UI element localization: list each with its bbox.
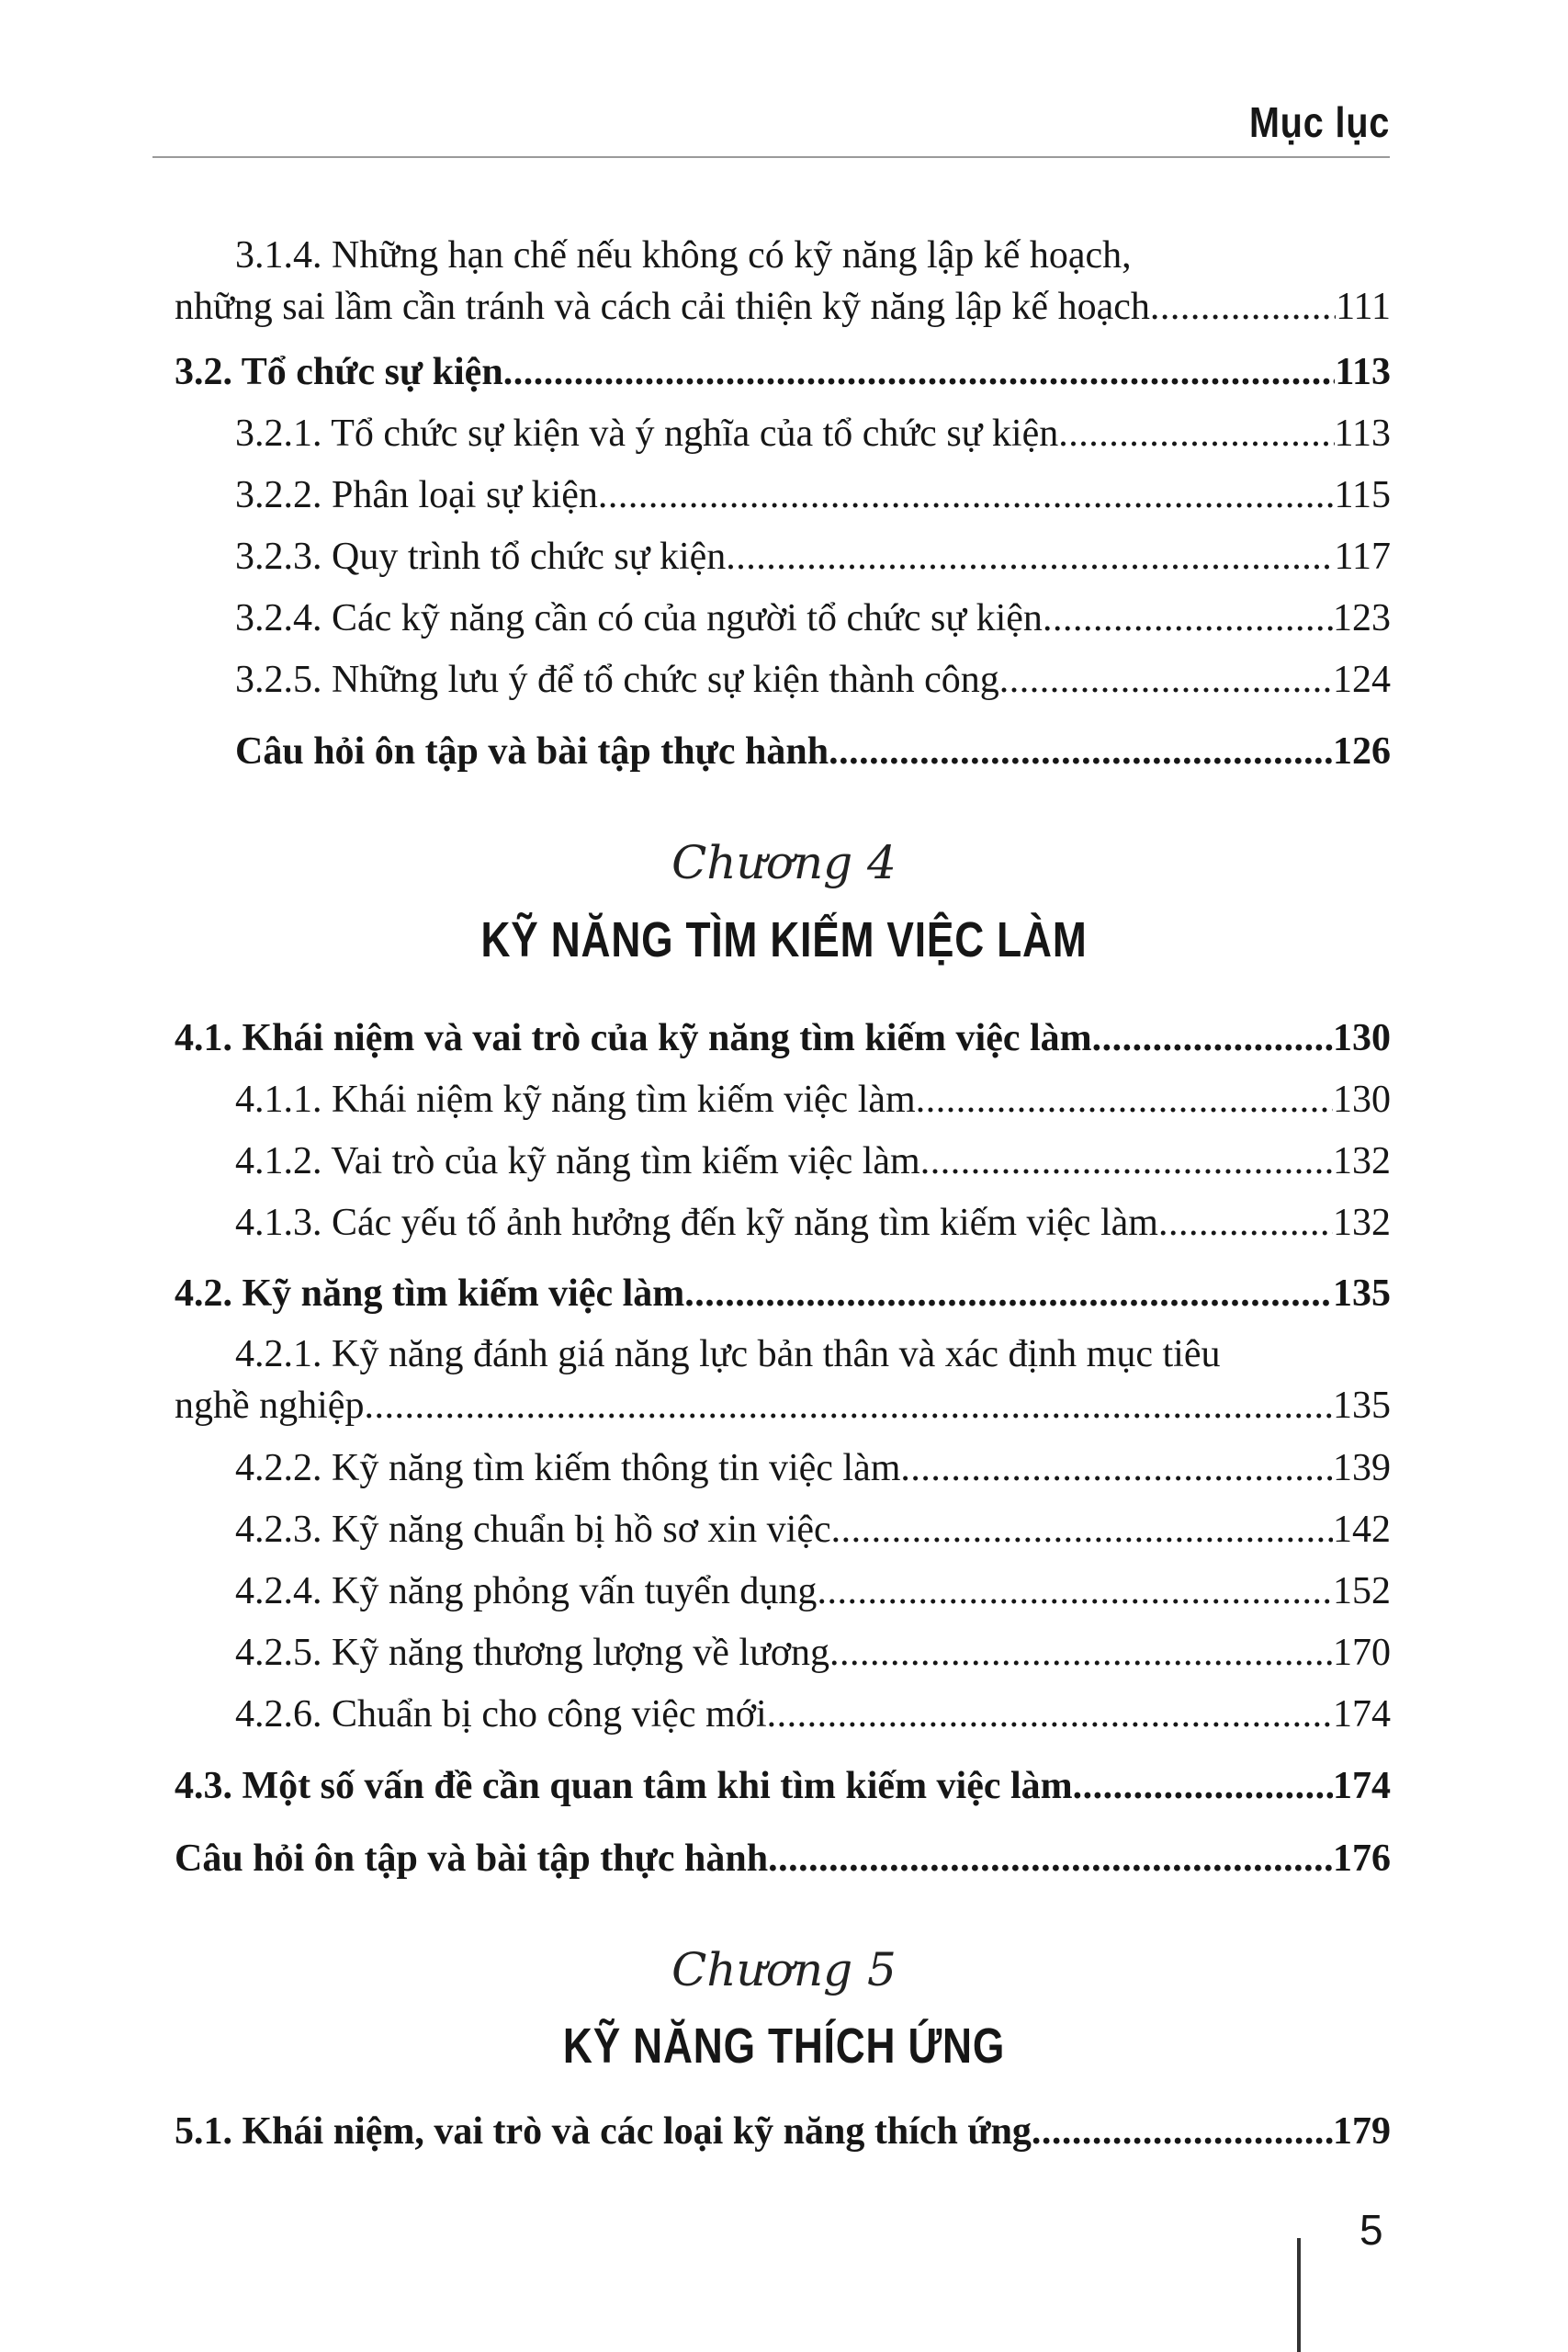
toc-page-number: 152 [1333, 1570, 1391, 1612]
toc-page-number: 135 [1333, 1385, 1391, 1427]
dot-leader [829, 1627, 1333, 1679]
toc-page-number: 113 [1334, 413, 1391, 455]
toc-page-number: 170 [1333, 1632, 1391, 1674]
chapter-4-label: Chương 4 [671, 836, 897, 889]
toc-entry-4-2-5[interactable] [175, 1627, 1391, 1679]
dot-leader [1032, 2106, 1333, 2157]
dot-leader [1058, 408, 1334, 459]
dot-leader [1043, 593, 1333, 644]
toc-entry-5-1[interactable] [175, 2106, 1391, 2157]
toc-page-number: 132 [1333, 1140, 1391, 1182]
toc-entry-title: 4.1.1. Khái niệm kỹ năng tìm kiếm việc làm [235, 1079, 916, 1121]
toc-entry-title: Câu hỏi ôn tập và bài tập thực hành [175, 1838, 769, 1880]
dot-leader [916, 1074, 1333, 1125]
toc-entry-title: 4.1. Khái niệm và vai trò của kỹ năng tìm kiếm việc làm [175, 1017, 1092, 1059]
dot-leader [684, 1268, 1333, 1319]
dot-leader [1158, 1197, 1333, 1249]
toc-page-number: 135 [1333, 1272, 1391, 1315]
dot-leader [920, 1136, 1333, 1187]
toc-page-number: 115 [1334, 474, 1391, 516]
toc-entry-3-2-2[interactable] [175, 469, 1391, 521]
toc-entry-title-line2: những sai lầm cần tránh và cách cải thiện kỹ năng lập kế hoạch [175, 286, 1150, 328]
toc-entry-title: 4.2.2. Kỹ năng tìm kiếm thông tin việc làm [235, 1447, 901, 1489]
dot-leader [726, 531, 1334, 582]
toc-entry-line2 [175, 1380, 1391, 1431]
toc-entry-4-2[interactable] [175, 1268, 1391, 1319]
toc-page-number: 174 [1333, 1765, 1391, 1807]
toc-page-number: 123 [1333, 597, 1391, 639]
footer-divider [1297, 2238, 1301, 2352]
toc-page-number: 117 [1334, 536, 1391, 578]
toc-entry-4-1-1[interactable] [175, 1074, 1391, 1125]
toc-page-number: 126 [1333, 730, 1391, 773]
toc-entry-title: 5.1. Khái niệm, vai trò và các loại kỹ năng thích ứng [175, 2110, 1032, 2153]
toc-page-number: 113 [1335, 351, 1391, 393]
toc-entry-4-2-3[interactable] [175, 1504, 1391, 1555]
toc-entry-line2 [175, 281, 1391, 333]
toc-page-number: 139 [1333, 1447, 1391, 1489]
toc-page-number: 111 [1336, 286, 1391, 328]
toc-entry-4-2-6[interactable] [175, 1689, 1391, 1740]
toc-entry-title: 4.3. Một số vấn đề cần quan tâm khi tìm kiếm việc làm [175, 1765, 1073, 1807]
toc-entry-3-2-5[interactable] [175, 654, 1391, 706]
toc-entry-title: 3.2.2. Phân loại sự kiện [235, 474, 598, 516]
toc-entry-title: 3.2. Tổ chức sự kiện [175, 351, 503, 393]
toc-entry-4-2-1[interactable] [175, 1329, 1391, 1431]
toc-page-number: 142 [1333, 1509, 1391, 1551]
toc-entry-3-1-4[interactable] [175, 230, 1391, 333]
toc-entry-3-2-4[interactable] [175, 593, 1391, 644]
toc-entry-title: 4.2.3. Kỹ năng chuẩn bị hồ sơ xin việc [235, 1509, 831, 1551]
dot-leader [767, 1689, 1333, 1740]
toc-entry-review-4[interactable] [175, 1833, 1391, 1884]
dot-leader [900, 1442, 1333, 1494]
toc-entry-4-3[interactable] [175, 1760, 1391, 1812]
toc-page-number: 130 [1333, 1079, 1391, 1121]
toc-page-number: 176 [1333, 1838, 1391, 1880]
toc-entry-title: 3.2.3. Quy trình tổ chức sự kiện [235, 536, 727, 578]
toc-entry-title: 4.1.3. Các yếu tố ảnh hưởng đến kỹ năng tìm kiếm việc làm [235, 1202, 1158, 1244]
running-header-title: Mục lục [1248, 98, 1390, 146]
toc-entry-title: 3.2.4. Các kỹ năng cần có của người tổ chức sự kiện [235, 597, 1043, 639]
toc-entry-title: 4.2.5. Kỹ năng thương lượng về lương [235, 1632, 830, 1674]
page-number: 5 [1359, 2206, 1383, 2254]
header-divider [152, 156, 1390, 158]
toc-entry-3-2-1[interactable] [175, 408, 1391, 459]
toc-entry-3-2[interactable] [175, 346, 1391, 398]
chapter-5-label: Chương 5 [671, 1943, 897, 1996]
toc-entry-title: Câu hỏi ôn tập và bài tập thực hành [235, 730, 829, 773]
toc-entry-4-2-4[interactable] [175, 1566, 1391, 1617]
dot-leader [817, 1566, 1333, 1617]
toc-page-number: 124 [1333, 659, 1391, 701]
toc-entry-title: 3.2.1. Tổ chức sự kiện và ý nghĩa của tổ chức sự kiện [235, 413, 1059, 455]
dot-leader [1150, 281, 1336, 333]
toc-entry-4-1[interactable] [175, 1012, 1391, 1064]
dot-leader [364, 1380, 1333, 1431]
toc-entry-title-line1: 4.2.1. Kỹ năng đánh giá năng lực bản thân và xác định mục tiêu [235, 1333, 1221, 1375]
toc-entry-4-1-3[interactable] [175, 1197, 1391, 1249]
toc-page-number: 132 [1333, 1202, 1391, 1244]
chapter-4-title: KỸ NĂNG TÌM KIẾM VIỆC LÀM [480, 912, 1088, 967]
dot-leader [1092, 1012, 1333, 1064]
dot-leader [831, 1504, 1333, 1555]
dot-leader [1073, 1760, 1333, 1812]
toc-entry-title-line1: 3.1.4. Những hạn chế nếu không có kỹ năng lập kế hoạch, [235, 234, 1132, 277]
dot-leader [999, 654, 1333, 706]
toc-entry-title: 4.2.6. Chuẩn bị cho công việc mới [235, 1693, 767, 1736]
toc-entry-title: 4.2. Kỹ năng tìm kiếm việc làm [175, 1272, 685, 1315]
dot-leader [503, 346, 1336, 398]
toc-entry-review-3[interactable] [175, 726, 1391, 777]
toc-entry-title: 4.1.2. Vai trò của kỹ năng tìm kiếm việc làm [235, 1140, 920, 1182]
chapter-5-title: KỸ NĂNG THÍCH ỨNG [562, 2018, 1006, 2074]
dot-leader [768, 1833, 1333, 1884]
toc-page-number: 174 [1333, 1693, 1391, 1736]
toc-entry-title: 3.2.5. Những lưu ý để tổ chức sự kiện thành công [235, 659, 999, 701]
dot-leader [829, 726, 1333, 777]
toc-entry-title: 4.2.4. Kỹ năng phỏng vấn tuyển dụng [235, 1570, 818, 1612]
toc-entry-title-line2: nghề nghiệp [175, 1385, 365, 1427]
toc-page-number: 130 [1333, 1017, 1391, 1059]
toc-entry-4-1-2[interactable] [175, 1136, 1391, 1187]
toc-entry-4-2-2[interactable] [175, 1442, 1391, 1494]
toc-page-number: 179 [1333, 2110, 1391, 2153]
toc-entry-3-2-3[interactable] [175, 531, 1391, 582]
dot-leader [598, 469, 1335, 521]
